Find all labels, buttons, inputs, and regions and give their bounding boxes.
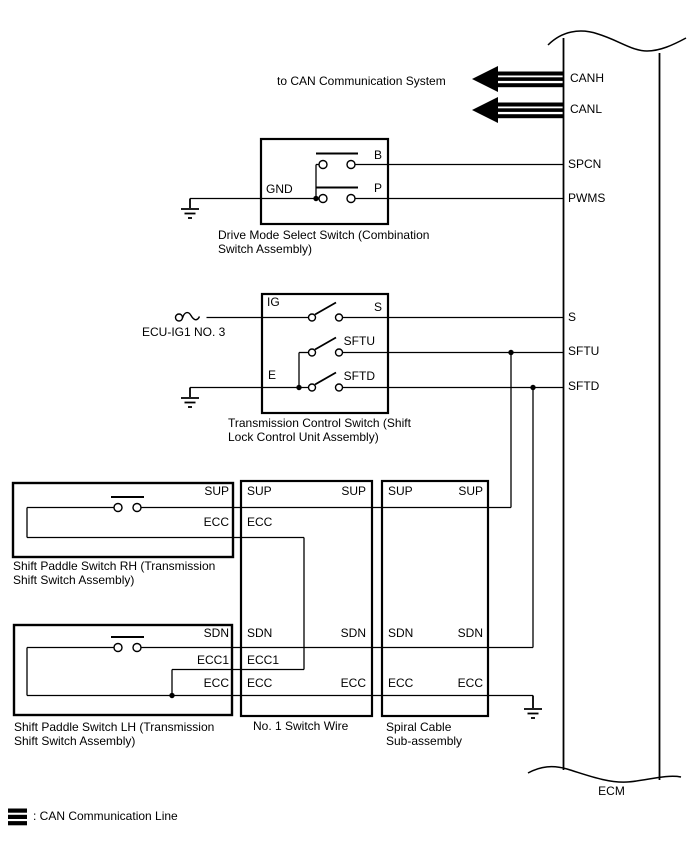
no1-right-sup: SUP xyxy=(341,484,366,498)
no1-left-ecc2: ECC xyxy=(247,676,273,690)
canh-arrow-icon xyxy=(472,66,563,92)
canl-arrow-icon xyxy=(472,97,563,123)
legend-text: : CAN Communication Line xyxy=(33,809,178,823)
spiral-right-sup: SUP xyxy=(458,484,483,498)
tcs-terminal-s: S xyxy=(373,300,382,314)
ground-icon xyxy=(524,696,542,719)
can-line-legend-icon xyxy=(8,809,27,826)
power-source-label: ECU-IG1 NO. 3 xyxy=(142,325,226,339)
tcs-caption xyxy=(228,416,411,444)
rh-terminal-sup: SUP xyxy=(204,484,229,498)
ecm-pin-s: S xyxy=(568,310,577,324)
caption-line: Lock Control Unit Assembly) xyxy=(228,430,379,444)
fuse-icon xyxy=(176,313,309,321)
tcs-terminal-sftd: SFTD xyxy=(343,369,375,383)
lh-terminal-ecc: ECC xyxy=(203,676,229,690)
caption-line: Transmission Control Switch (Shift xyxy=(228,416,411,430)
no1-right-ecc: ECC xyxy=(340,676,366,690)
spiral-left-sdn: SDN xyxy=(388,626,414,640)
lh-terminal-sdn: SDN xyxy=(203,626,229,640)
ecm-pin-spcn: SPCN xyxy=(568,157,602,171)
ecm-pin-canl: CANL xyxy=(570,102,603,116)
ground-icon xyxy=(181,388,199,408)
drive-mode-caption xyxy=(218,228,429,256)
caption-line: Sub-assembly xyxy=(386,734,463,748)
no1-right-sdn: SDN xyxy=(340,626,366,640)
no1-left-sup: SUP xyxy=(247,484,272,498)
ecm-outline xyxy=(528,31,686,782)
drive-mode-terminal-p: P xyxy=(373,181,382,195)
caption-line: Switch Assembly) xyxy=(218,242,313,256)
caption-line: Shift Paddle Switch LH (Transmission xyxy=(14,720,215,734)
sftd-sdn-riser xyxy=(530,385,535,648)
lh-terminal-ecc1: ECC1 xyxy=(196,653,229,667)
sftu-sup-riser xyxy=(488,350,514,508)
lh-caption xyxy=(14,720,214,748)
tcs-terminal-ig: IG xyxy=(267,295,280,309)
spiral-left-sup: SUP xyxy=(388,484,413,498)
caption-line: Shift Switch Assembly) xyxy=(13,573,135,587)
no1-left-ecc1: ECC1 xyxy=(247,653,280,667)
drive-mode-terminal-gnd: GND xyxy=(266,182,293,196)
no1-left-ecc: ECC xyxy=(247,515,273,529)
spiral-caption xyxy=(386,720,462,748)
to-can-note: to CAN Communication System xyxy=(277,74,446,88)
ecm-pin-canh: CANH xyxy=(570,71,605,85)
no1-left-sdn: SDN xyxy=(247,626,273,640)
tcs-terminal-e: E xyxy=(268,368,277,382)
ecm-pin-sftd: SFTD xyxy=(568,379,600,393)
no1-caption: No. 1 Switch Wire xyxy=(253,719,349,733)
caption-line: Shift Paddle Switch RH (Transmission xyxy=(13,559,216,573)
spiral-left-ecc: ECC xyxy=(388,676,414,690)
caption-line: Drive Mode Select Switch (Combination xyxy=(218,228,430,242)
rh-terminal-ecc: ECC xyxy=(203,515,229,529)
ecm-pin-sftu: SFTU xyxy=(568,344,600,358)
ecm-pin-pwms: PWMS xyxy=(568,191,606,205)
rh-caption xyxy=(13,559,215,587)
ground-icon xyxy=(181,199,199,219)
ecm-label: ECM xyxy=(598,784,625,798)
spiral-right-ecc: ECC xyxy=(457,676,483,690)
spiral-right-sdn: SDN xyxy=(457,626,483,640)
drive-mode-terminal-b: B xyxy=(373,148,382,162)
caption-line: Shift Switch Assembly) xyxy=(14,734,136,748)
tcs-terminal-sftu: SFTU xyxy=(343,334,375,348)
caption-line: Spiral Cable xyxy=(386,720,452,734)
